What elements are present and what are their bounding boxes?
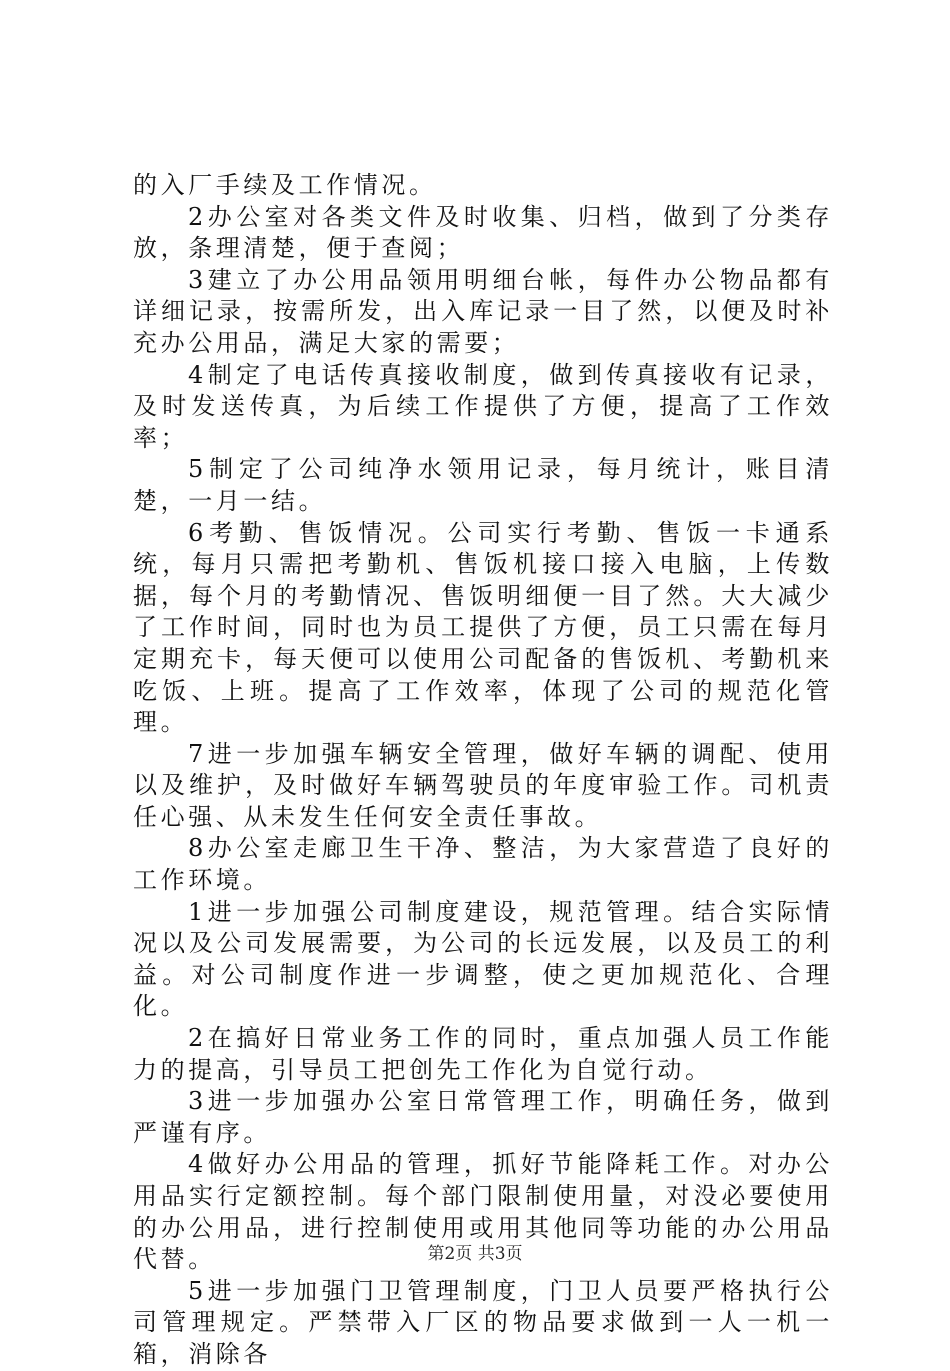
paragraph-continued: 的入厂手续及工作情况。 bbox=[133, 171, 437, 199]
paragraph-plan-5-gatekeeping: 5进一步加强门卫管理制度，门卫人员要严格执行公司管理规定。严禁带入厂区的物品要求做到一人一机一箱，消除各 bbox=[133, 1276, 833, 1368]
paragraph-item-3-office-supplies-ledger: 3建立了办公用品领用明细台帐，每件办公物品都有详细记录，按需所发，出入库记录一目了然，以便及时补充办公用品，满足大家的需要； bbox=[133, 265, 833, 357]
paragraph-item-2-filing: 2办公室对各类文件及时收集、归档，做到了分类存放，条理清楚，便于查阅； bbox=[133, 202, 833, 263]
paragraph-plan-4-energy-saving: 4做好办公用品的管理，抓好节能降耗工作。对办公用品实行定额控制。每个部门限制使用量，对没必要使用的办公用品，进行控制使用或用其他同等功能的办公用品代替。 bbox=[133, 1150, 833, 1274]
paragraph-item-4-fax-system: 4制定了电话传真接收制度，做到传真接收有记录，及时发送传真，为后续工作提供了方便，提高了工作效率； bbox=[133, 360, 833, 452]
paragraph-plan-2-staff-ability: 2在搞好日常业务工作的同时，重点加强人员工作能力的提高，引导员工把创先工作化为自觉行动。 bbox=[133, 1024, 833, 1084]
page-number-footer: 第2页 共3页 bbox=[427, 1244, 523, 1264]
paragraph-item-6-attendance-meals: 6考勤、售饭情况。公司实行考勤、售饭一卡通系统，每月只需把考勤机、售饭机接口接入电脑，上传数据，每个月的考勤情况、售饭明细便一目了然。大大减少了工作时间，同时也为员工提供了方便，员工只需在每月定期充卡，每天便可以使用公司配备的售饭机、考勤机来吃饭、上班。提高了工作效率，体现了公司的规范化管理。 bbox=[133, 518, 833, 737]
paragraph-item-7-vehicle-safety: 7进一步加强车辆安全管理，做好车辆的调配、使用以及维护，及时做好车辆驾驶员的年度审验工作。司机责任心强、从未发生任何安全责任事故。 bbox=[133, 739, 833, 831]
document-body bbox=[133, 170, 833, 1371]
paragraph-plan-3-office-management: 3进一步加强办公室日常管理工作，明确任务，做到严谨有序。 bbox=[133, 1087, 833, 1147]
paragraph-item-5-water-records: 5制定了公司纯净水领用记录，每月统计，账目清楚，一月一结。 bbox=[133, 455, 833, 515]
paragraph-plan-1-company-rules: 1进一步加强公司制度建设，规范管理。结合实际情况以及公司发展需要，为公司的长远发展，以及员工的利益。对公司制度作进一步调整，使之更加规范化、合理化。 bbox=[133, 897, 833, 1021]
paragraph-item-8-hallway-hygiene: 8办公室走廊卫生干净、整洁，为大家营造了良好的工作环境。 bbox=[133, 834, 833, 895]
